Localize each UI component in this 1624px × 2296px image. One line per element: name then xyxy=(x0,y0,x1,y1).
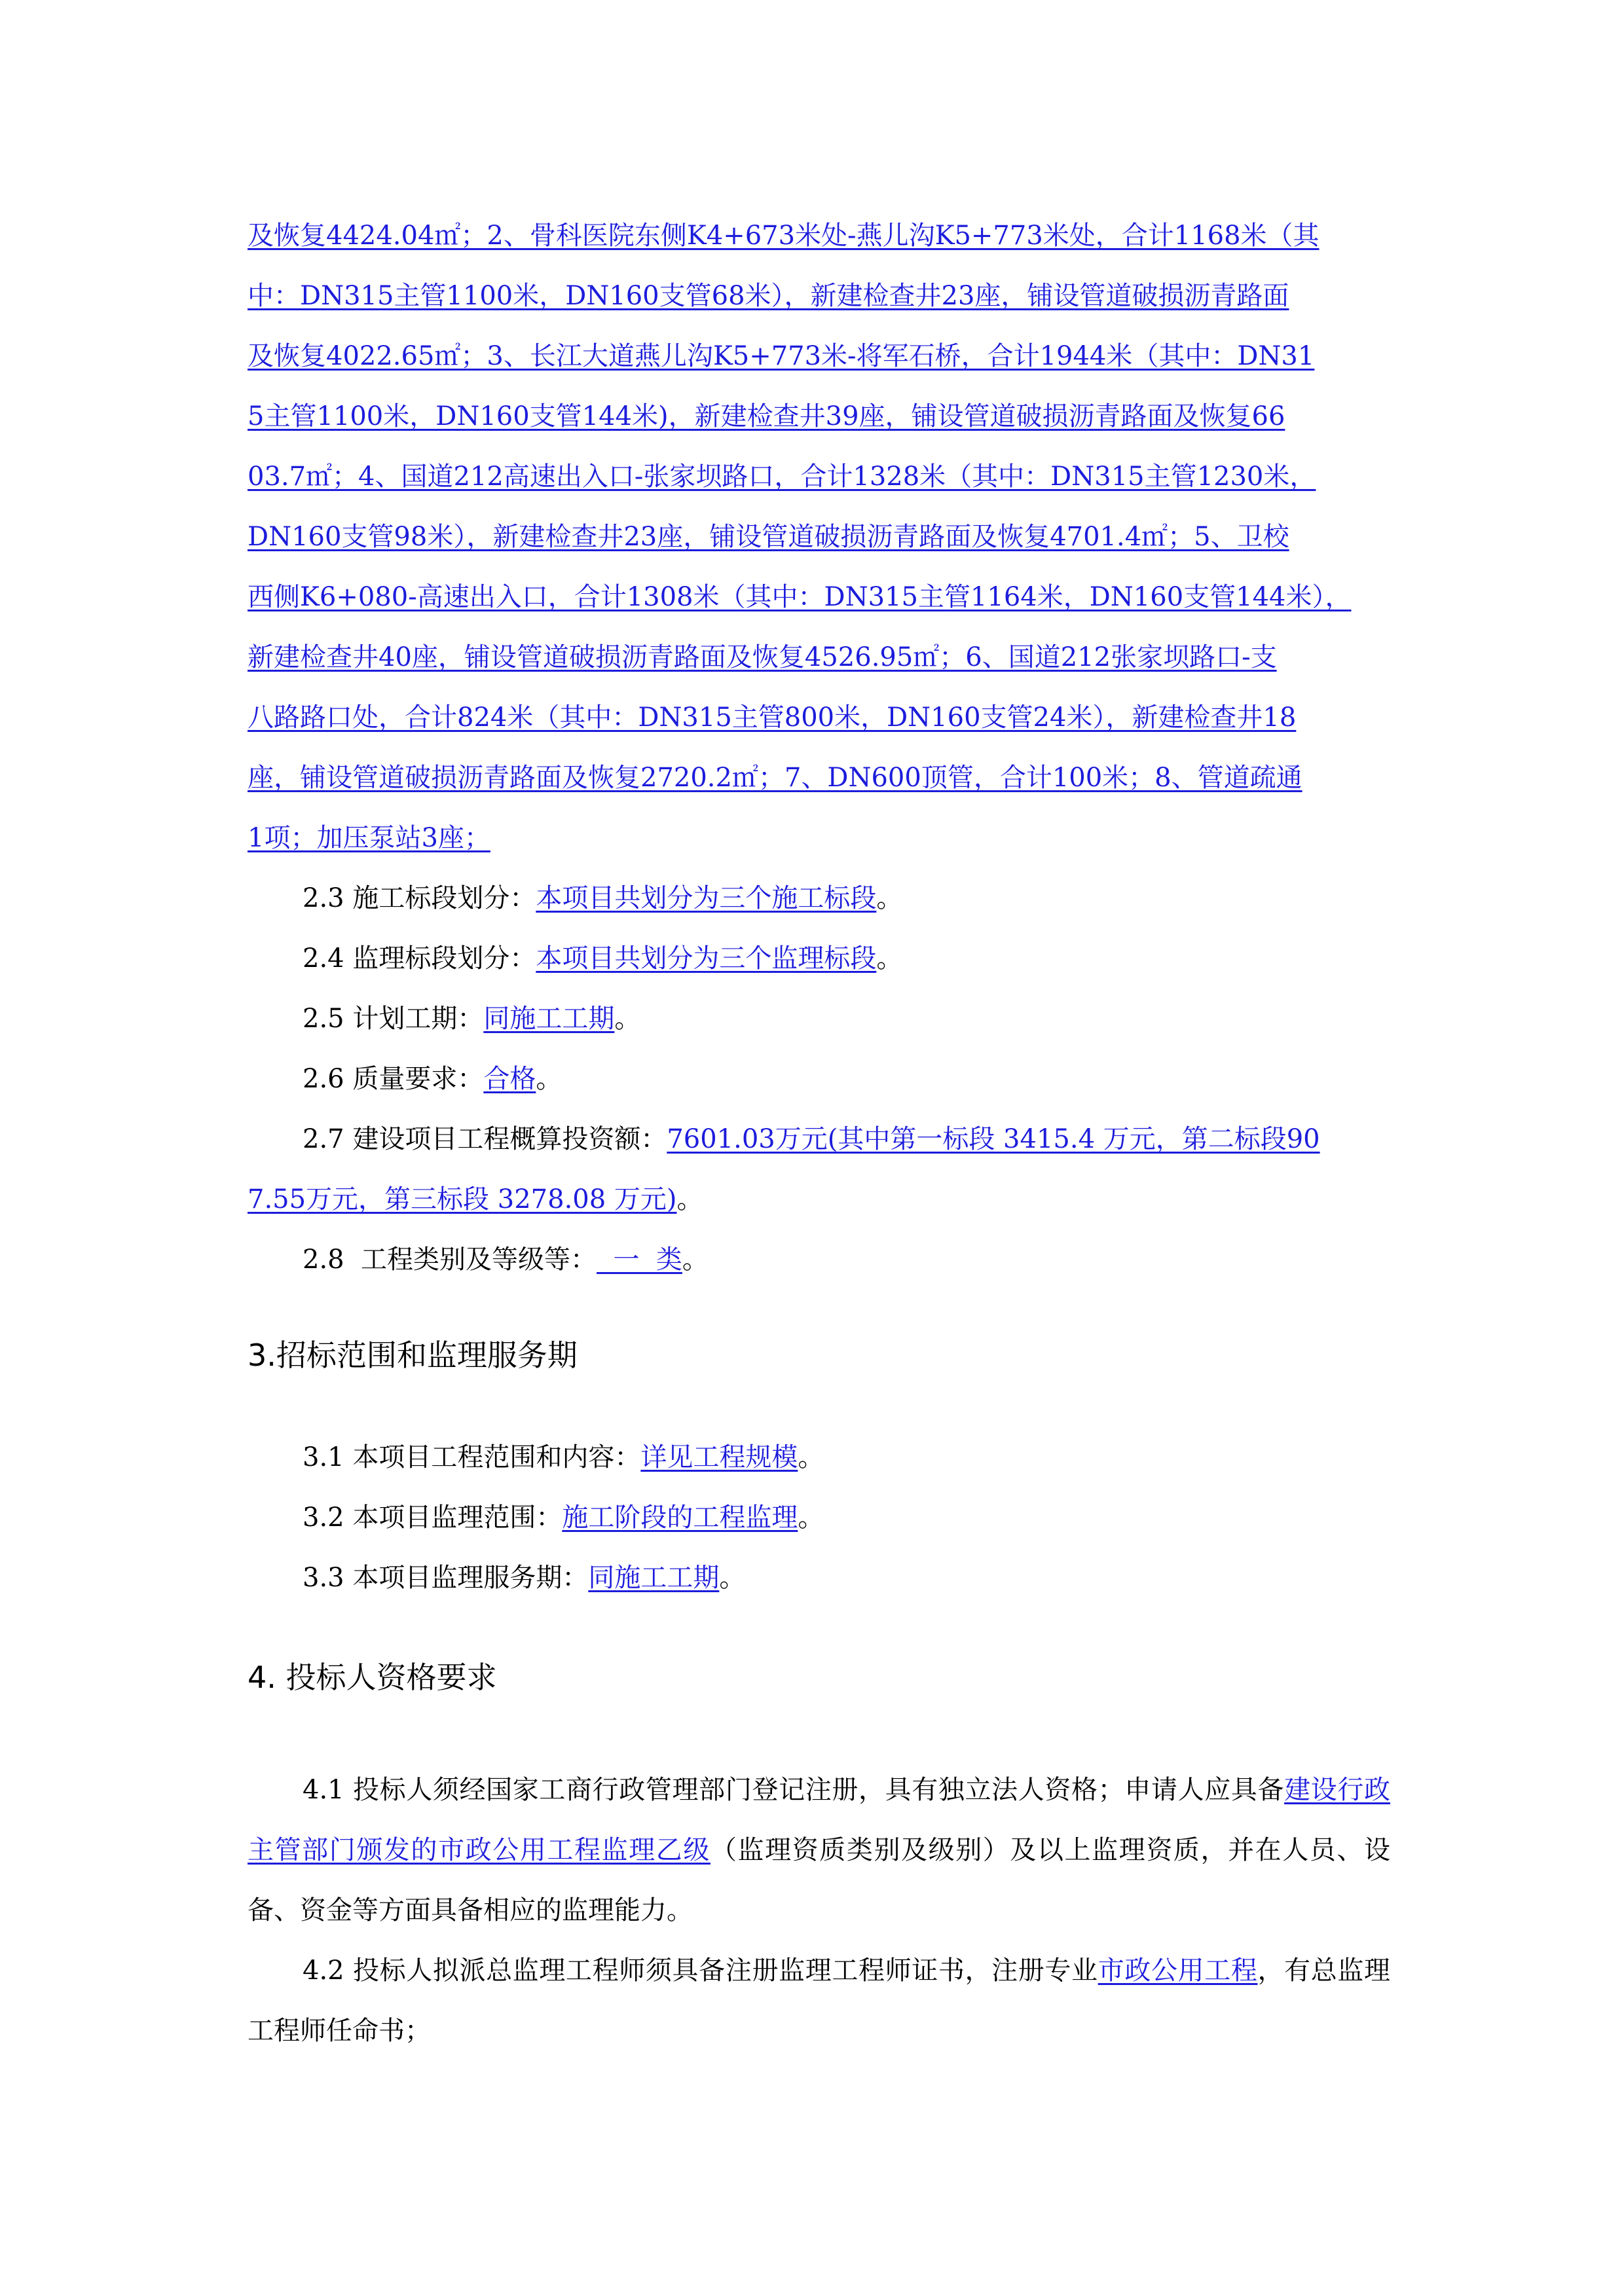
item-3-3: 3.3 本项目监理服务期：同施工工期。 xyxy=(303,1563,746,1593)
scale-line: 西侧K6+080-高速出入口，合计1308米（其中：DN315主管1164米，DN160支管144米）， xyxy=(248,582,1352,612)
paragraph-4-1: 4.1 投标人须经国家工商行政管理部门登记注册，具有独立法人资格；申请人应具备建设行政主管部门颁发的市政公用工程监理乙级（监理资质类别及级别）及以上监理资质，并在人员、设备、资金等方面具备相应的监理能力。 xyxy=(248,1775,1391,1925)
scale-line-last: 1项；加压泵站3座； xyxy=(248,823,490,853)
scale-line: DN160支管98米），新建检查井23座，铺设管道破损沥青路面及恢复4701.4㎡；5、卫校 xyxy=(248,522,1289,552)
item-2-3: 2.3 施工标段划分：本项目共划分为三个施工标段。 xyxy=(303,883,903,913)
item-3-1: 3.1 本项目工程范围和内容：详见工程规模。 xyxy=(303,1442,824,1472)
item-3-2: 3.2 本项目监理范围：施工阶段的工程监理。 xyxy=(303,1503,824,1533)
scale-line: 及恢复4424.04㎡；2、骨科医院东侧K4+673米处-燕儿沟K5+773米处，合计1168米（其 xyxy=(248,221,1320,251)
section-4-heading: 4. 投标人资格要求 xyxy=(248,1660,497,1695)
scale-line: 座，铺设管道破损沥青路面及恢复2720.2㎡；7、DN600顶管，合计100米；8、管道疏通 xyxy=(248,763,1302,793)
item-2-7-cont: 7.55万元，第三标段 3278.08 万元)。 xyxy=(248,1184,703,1214)
item-2-4: 2.4 监理标段划分：本项目共划分为三个监理标段。 xyxy=(303,943,903,974)
scale-line: 及恢复4022.65㎡；3、长江大道燕儿沟K5+773米-将军石桥，合计1944米（其中：DN31 xyxy=(248,341,1315,371)
scale-line: 新建检查井40座，铺设管道破损沥青路面及恢复4526.95㎡；6、国道212张家坝路口-支 xyxy=(248,642,1277,672)
item-2-6: 2.6 质量要求：合格。 xyxy=(303,1064,563,1094)
scale-line: 中：DN315主管1100米，DN160支管68米），新建检查井23座，铺设管道破损沥青路面 xyxy=(248,281,1289,311)
scale-line: 5主管1100米，DN160支管144米)，新建检查井39座，铺设管道破损沥青路面及恢复66 xyxy=(248,401,1285,431)
scale-line: 03.7㎡；4、国道212高速出入口-张家坝路口，合计1328米（其中：DN315主管1230米， xyxy=(248,462,1316,492)
item-2-8: 2.8 工程类别及等级等： 一 类。 xyxy=(303,1245,709,1275)
scale-line: 八路路口处，合计824米（其中：DN315主管800米，DN160支管24米），新建检查井18 xyxy=(248,702,1297,733)
paragraph-4-2: 4.2 投标人拟派总监理工程师须具备注册监理工程师证书，注册专业市政公用工程，有总监理工程师任命书； xyxy=(248,1956,1391,2046)
item-2-5: 2.5 计划工期：同施工工期。 xyxy=(303,1004,641,1034)
item-2-7: 2.7 建设项目工程概算投资额：7601.03万元(其中第一标段 3415.4 万元，第二标段90 xyxy=(303,1124,1320,1154)
section-3-heading: 3.招标范围和监理服务期 xyxy=(248,1338,578,1373)
